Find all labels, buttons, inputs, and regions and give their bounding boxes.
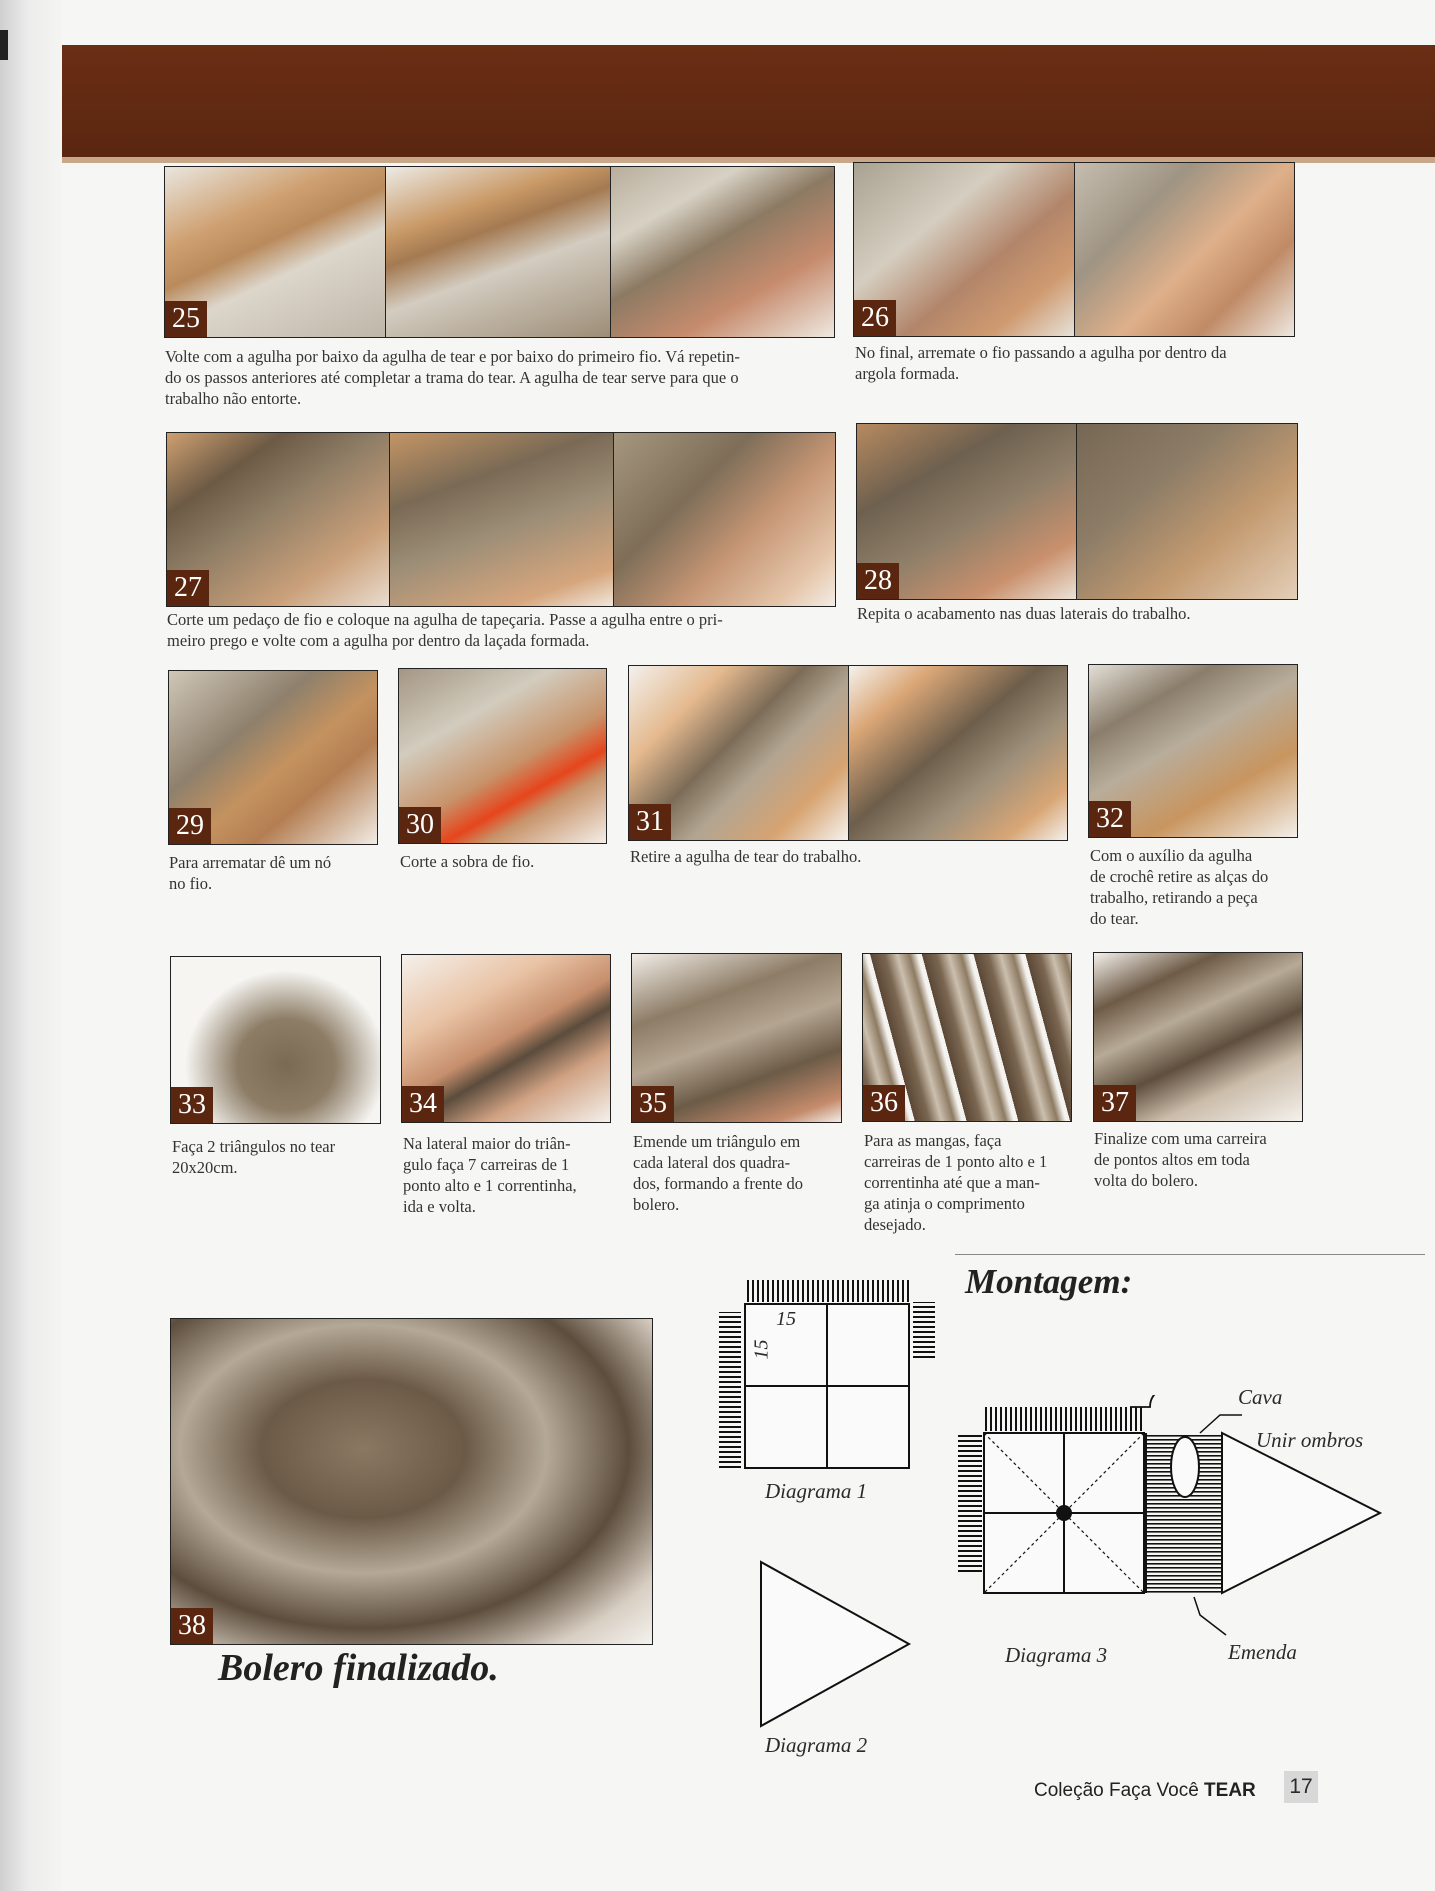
step-33-caption — [172, 1136, 335, 1178]
step-38-photo — [170, 1318, 653, 1645]
step-28-photo-b — [1077, 424, 1298, 599]
caption-line: Faça 2 triângulos no tear — [172, 1137, 336, 1156]
caption-line: Na lateral maior do triân- — [403, 1134, 571, 1153]
diagram-1-dim-v: 15 — [750, 1339, 773, 1360]
step-31-photos — [628, 665, 1068, 841]
diagram-1-title: Diagrama 1 — [765, 1479, 868, 1503]
caption-line: meiro prego e volte com a agulha por dentro da laçada formada. — [167, 631, 590, 650]
step-27-photo-b — [390, 433, 614, 606]
caption-line: Para arrematar dê um nó — [169, 853, 332, 872]
diagram-2 — [755, 1558, 915, 1730]
step-number-badge: 26 — [854, 300, 896, 336]
step-32-caption — [1090, 845, 1268, 929]
caption-line: volta do bolero. — [1094, 1171, 1199, 1190]
step-25-photos — [164, 166, 835, 338]
step-number-badge: 33 — [171, 1087, 213, 1123]
caption-line: do tear. — [1090, 909, 1139, 928]
step-number-badge: 27 — [167, 570, 209, 606]
step-number-badge: 36 — [863, 1085, 905, 1121]
caption-line: ponto alto e 1 correntinha, — [403, 1176, 577, 1195]
step-36-caption — [864, 1130, 1047, 1235]
diagram-3-cava — [1171, 1437, 1199, 1497]
caption-line: Corte a sobra de fio. — [400, 852, 535, 871]
step-27-photos — [166, 432, 836, 607]
diagram-3-label-unir: Unir ombros — [1256, 1428, 1364, 1452]
step-33-photo — [170, 956, 381, 1124]
footer-brand: TEAR — [1204, 1780, 1256, 1801]
caption-line: Repita o acabamento nas duas laterais do trabalho. — [857, 604, 1191, 623]
step-32-photo — [1088, 664, 1298, 838]
caption-line: ida e volta. — [403, 1197, 476, 1216]
diagram-3-label-emenda: Emenda — [1228, 1640, 1297, 1664]
diagram-3-nails-top — [984, 1407, 1144, 1431]
step-number-badge: 31 — [629, 804, 671, 840]
step-37-caption — [1094, 1128, 1267, 1191]
diagram-1-nails-top — [745, 1280, 909, 1302]
caption-line: No final, arremate o fio passando a agulha por dentro da — [855, 343, 1227, 362]
caption-line: trabalho, retirando a peça — [1090, 888, 1258, 907]
step-25-photo-c — [611, 167, 835, 337]
diagram-1 — [717, 1276, 937, 1472]
step-28-photos — [856, 423, 1298, 600]
step-number-badge: 30 — [399, 807, 441, 843]
diagram-1-nails-right — [913, 1302, 935, 1360]
step-26-photo-b — [1075, 163, 1295, 336]
diagram-3-title: Diagrama 3 — [1005, 1643, 1108, 1667]
diagram-2-triangle — [761, 1562, 909, 1726]
step-30-caption — [400, 851, 534, 872]
step-number-badge: 34 — [402, 1086, 444, 1122]
step-31-photo-b — [849, 666, 1068, 840]
step-number-badge: 25 — [165, 301, 207, 337]
caption-line: do os passos anteriores até completar a trama do tear. A agulha de tear serve para que o — [165, 368, 739, 387]
caption-line: carreiras de 1 ponto alto e 1 — [864, 1152, 1048, 1171]
step-36-photo — [862, 953, 1072, 1122]
caption-line: Finalize com uma carreira — [1094, 1129, 1267, 1148]
caption-line: gulo faça 7 carreiras de 1 — [403, 1155, 570, 1174]
diagram-3-nails-left — [958, 1435, 982, 1573]
step-30-photo — [398, 668, 607, 844]
step-number-badge: 35 — [632, 1086, 674, 1122]
final-title: Bolero finalizado. — [218, 1647, 499, 1689]
montagem-title: Montagem: — [965, 1262, 1133, 1301]
step-28-caption — [857, 603, 1191, 624]
step-29-photo — [168, 670, 378, 845]
step-25-caption — [165, 346, 740, 409]
caption-line: Corte um pedaço de fio e coloque na agulha de tapeçaria. Passe a agulha entre o pri- — [167, 610, 723, 629]
diagram-1-dim-h: 15 — [776, 1308, 796, 1330]
caption-line: Volte com a agulha por baixo da agulha de tear e por baixo do primeiro fio. Vá repetin- — [165, 347, 740, 366]
montagem-rule — [955, 1254, 1425, 1255]
diagram-3-label-cava: Cava — [1238, 1385, 1283, 1409]
caption-line: 20x20cm. — [172, 1158, 238, 1177]
step-35-photo — [631, 953, 842, 1123]
binding-mark — [0, 30, 8, 60]
step-26-caption — [855, 342, 1227, 384]
step-number-badge: 38 — [171, 1608, 213, 1644]
caption-line: bolero. — [633, 1195, 680, 1214]
caption-line: de crochê retire as alças do — [1090, 867, 1269, 886]
caption-line: Emende um triângulo em — [633, 1132, 801, 1151]
page-number: 17 — [1284, 1771, 1318, 1803]
header-band — [62, 45, 1435, 157]
step-34-photo — [401, 954, 611, 1123]
caption-line: Para as mangas, faça — [864, 1131, 1002, 1150]
caption-line: Retire a agulha de tear do trabalho. — [630, 847, 862, 866]
footer-collection-label: Coleção Faça Você — [1034, 1780, 1199, 1801]
step-number-badge: 29 — [169, 808, 211, 844]
step-35-caption — [633, 1131, 803, 1215]
step-number-badge: 28 — [857, 563, 899, 599]
step-27-caption — [167, 609, 723, 651]
step-26-photos — [853, 162, 1295, 337]
diagram-2-title: Diagrama 2 — [765, 1733, 868, 1757]
step-37-photo — [1093, 952, 1303, 1122]
caption-line: correntinha até que a man- — [864, 1173, 1040, 1192]
step-number-badge: 32 — [1089, 801, 1131, 837]
step-29-caption — [169, 852, 331, 894]
diagram-1-nails-left — [719, 1312, 741, 1468]
step-25-photo-b — [386, 167, 611, 337]
footer-collection — [1034, 1780, 1256, 1802]
caption-line: trabalho não entorte. — [165, 389, 302, 408]
step-31-caption — [630, 846, 861, 867]
caption-line: no fio. — [169, 874, 213, 893]
caption-line: ga atinja o comprimento — [864, 1194, 1025, 1213]
caption-line: desejado. — [864, 1215, 926, 1234]
caption-line: de pontos altos em toda — [1094, 1150, 1250, 1169]
step-27-photo-c — [614, 433, 836, 606]
diagram-3-triangle — [1222, 1433, 1380, 1593]
caption-line: dos, formando a frente do — [633, 1174, 803, 1193]
caption-line: cada lateral dos quadra- — [633, 1153, 791, 1172]
diagram-3-center-dot — [1056, 1505, 1072, 1521]
page-binding — [0, 0, 62, 1891]
step-number-badge: 37 — [1094, 1085, 1136, 1121]
caption-line: argola formada. — [855, 364, 960, 383]
caption-line: Com o auxílio da agulha — [1090, 846, 1253, 865]
step-34-caption — [403, 1133, 577, 1217]
